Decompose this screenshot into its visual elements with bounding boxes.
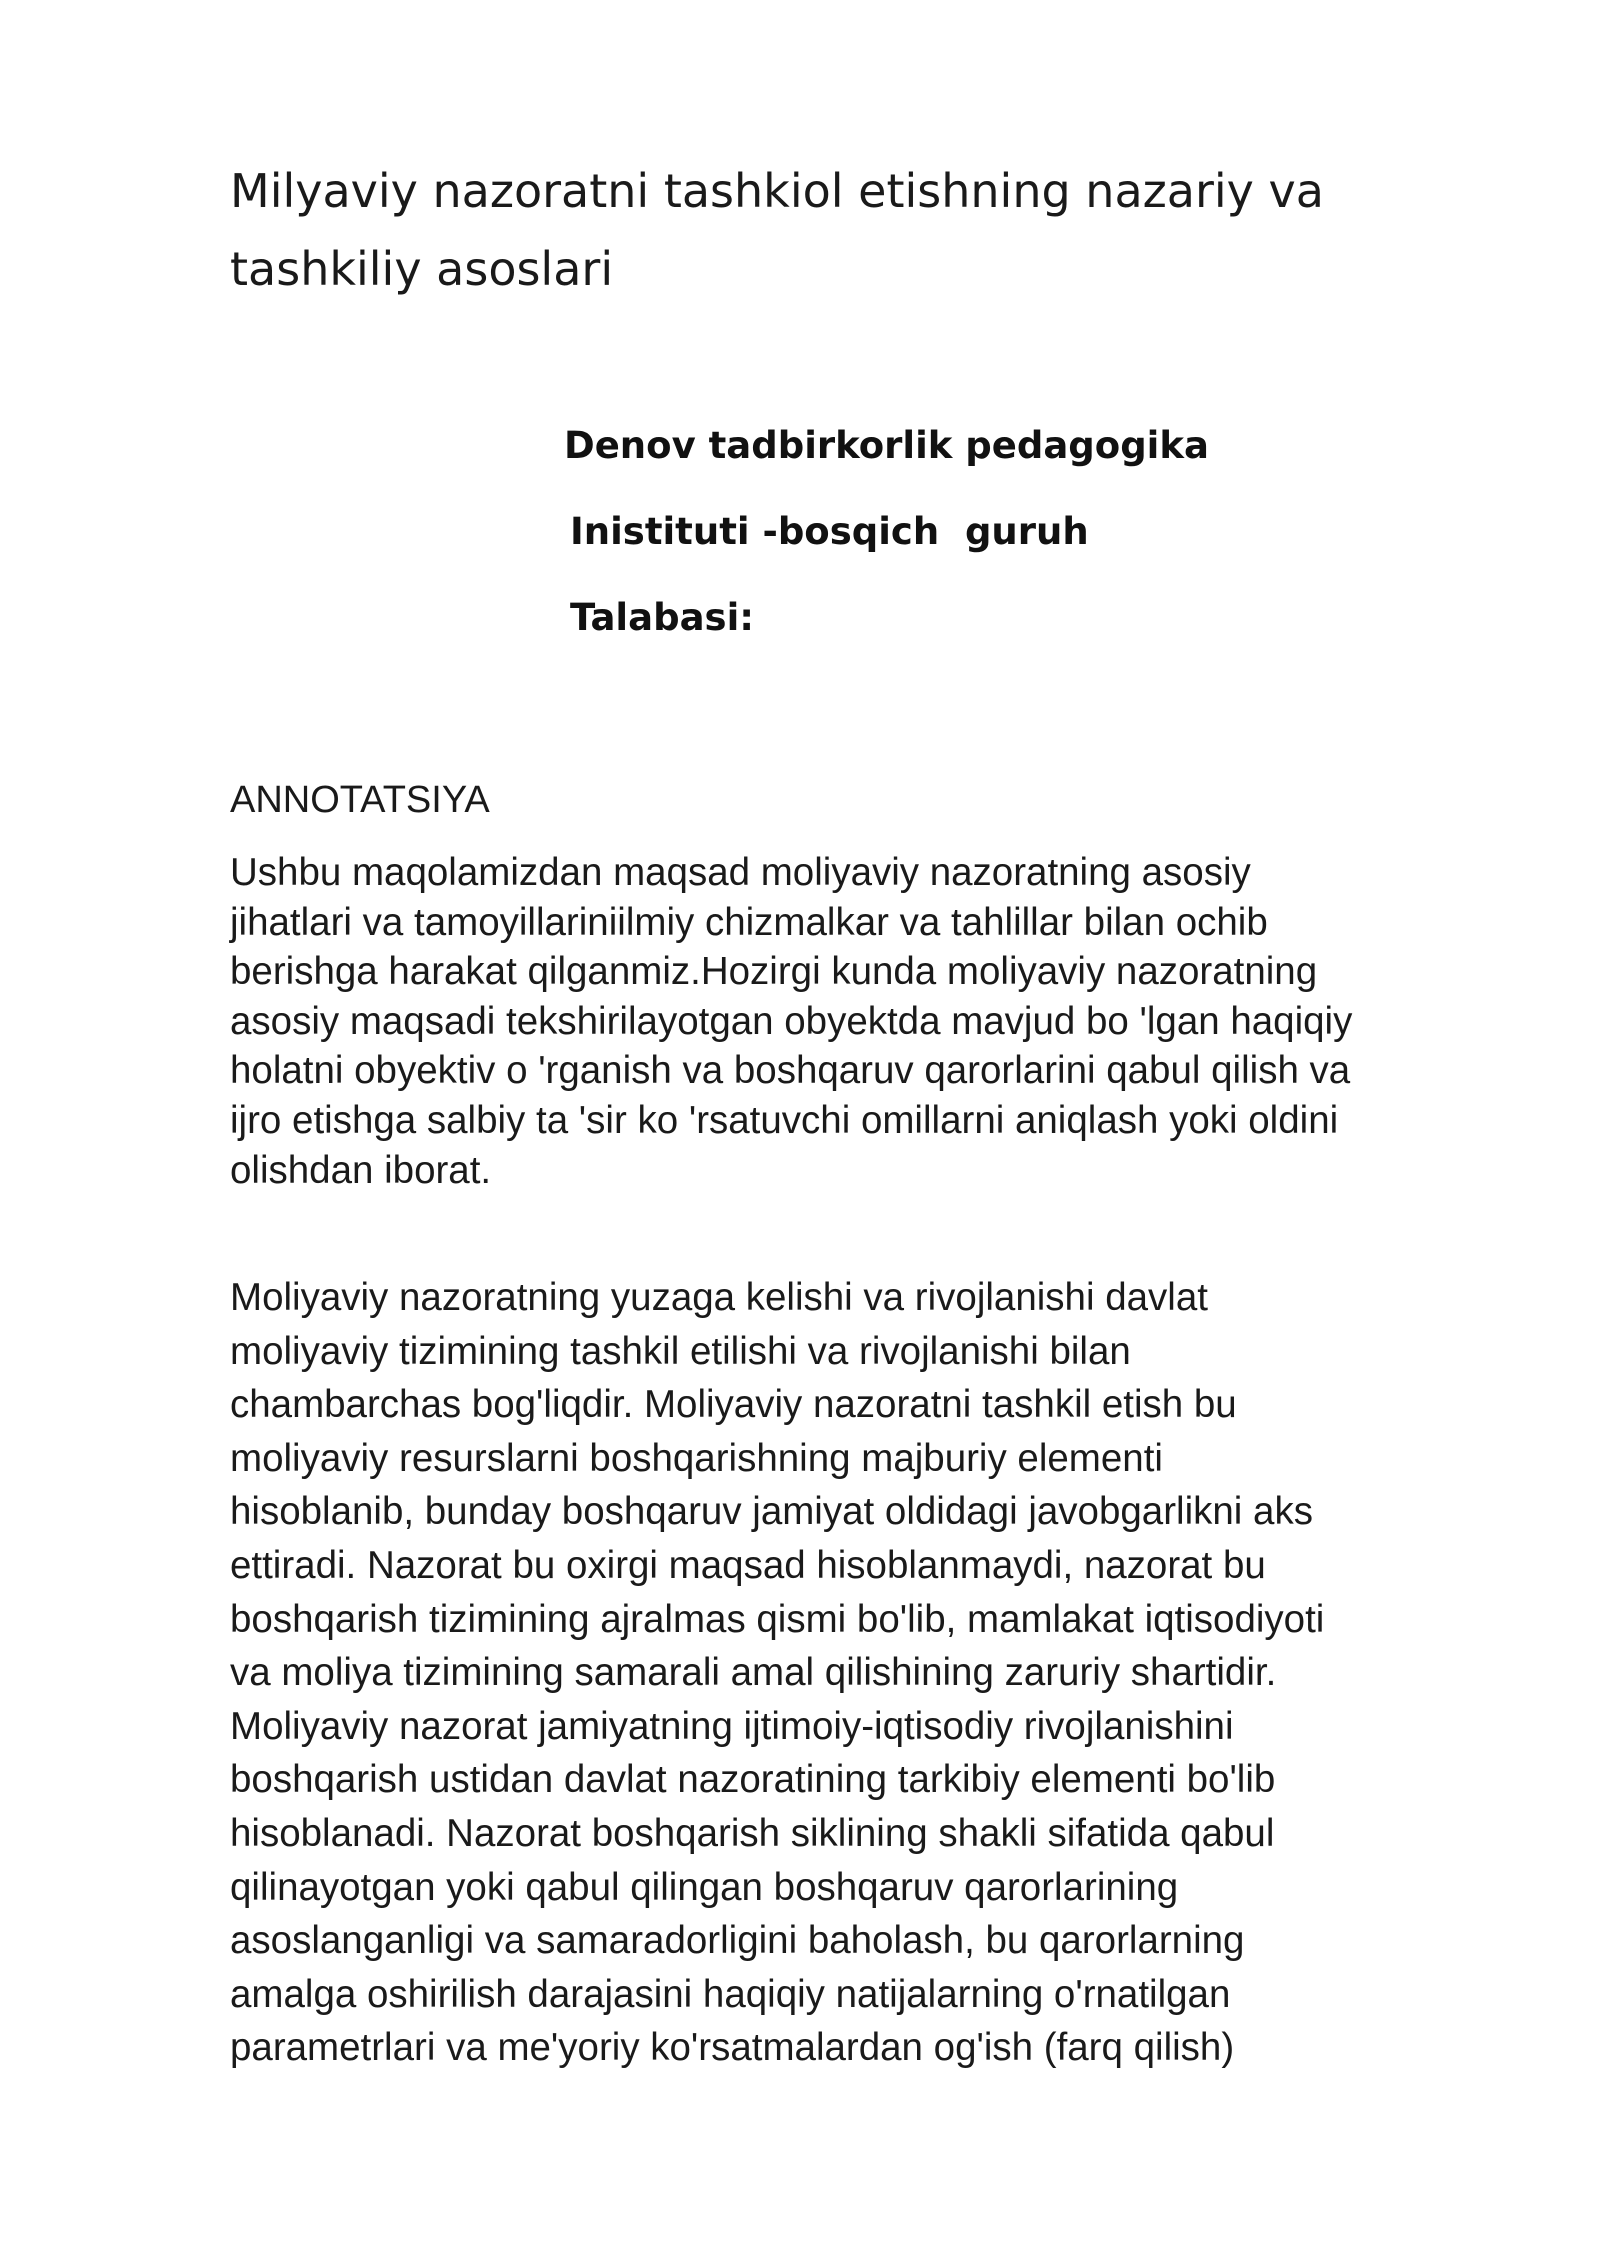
author-affiliation xyxy=(564,424,1464,682)
body-line: ettiradi. Nazorat bu oxirgi maqsad hisoblanmaydi, nazorat bu xyxy=(230,1543,1266,1587)
annotation-line: ijro etishga salbiy ta 'sir ko 'rsatuvchi omillarni aniqlash yoki oldini xyxy=(230,1098,1339,1142)
body-line: va moliya tizimining samarali amal qilishining zaruriy shartidir. xyxy=(230,1651,1277,1695)
annotation-heading: ANNOTATSIYA xyxy=(230,779,490,821)
body-line: asoslanganligi va samaradorligini baholash, bu qarorlarning xyxy=(230,1919,1245,1963)
body-line: Moliyaviy nazoratning yuzaga kelishi va rivojlanishi davlat xyxy=(230,1276,1208,1319)
body-line: moliyaviy tizimining tashkil etilishi va rivojlanishi bilan xyxy=(230,1329,1131,1373)
affiliation-line-1: Denov tadbirkorlik pedagogika xyxy=(564,424,1209,467)
affiliation-line-3: Talabasi: xyxy=(570,596,755,639)
affiliation-line-2: Inistituti -bosqich guruh xyxy=(570,510,1089,553)
body-line: boshqarish tizimining ajralmas qismi bo'lib, mamlakat iqtisodiyoti xyxy=(230,1597,1325,1641)
body-line: boshqarish ustidan davlat nazoratining tarkibiy elementi bo'lib xyxy=(230,1758,1276,1802)
title-line-2: tashkiliy asoslari xyxy=(230,242,614,296)
annotation-line: holatni obyektiv o 'rganish va boshqaruv qarorlarini qabul qilish va xyxy=(230,1049,1351,1093)
title-line-1: Milyaviy nazoratni tashkiol etishning nazariy va xyxy=(230,164,1324,218)
body-line: chambarchas bog'liqdir. Moliyaviy nazoratni tashkil etish bu xyxy=(230,1383,1237,1427)
body-line: amalga oshirilish darajasini haqiqiy natijalarning o'rnatilgan xyxy=(230,1972,1231,2016)
annotation-line: berishga harakat qilganmiz.Hozirgi kunda moliyaviy nazoratning xyxy=(230,950,1318,994)
body-line: moliyaviy resurslarni boshqarishning majburiy elementi xyxy=(230,1436,1163,1480)
body-line: hisoblanadi. Nazorat boshqarish siklining shakli sifatida qabul xyxy=(230,1811,1275,1855)
annotation-line: Ushbu maqolamizdan maqsad moliyaviy nazoratning asosiy xyxy=(230,851,1251,894)
body-line: Moliyaviy nazorat jamiyatning ijtimoiy-iqtisodiy rivojlanishini xyxy=(230,1704,1234,1748)
body-line: qilinayotgan yoki qabul qilingan boshqaruv qarorlarining xyxy=(230,1865,1179,1909)
body-paragraph xyxy=(230,1271,1500,2075)
body-line: hisoblanib, bunday boshqaruv jamiyat oldidagi javobgarlikni aks xyxy=(230,1490,1313,1534)
annotation-line: asosiy maqsadi tekshirilayotgan obyektda mavjud bo 'lgan haqiqiy xyxy=(230,999,1353,1043)
document-title xyxy=(230,152,1430,308)
body-line: parametrlari va me'yoriy ko'rsatmalardan og'ish (farq qilish) xyxy=(230,2026,1235,2070)
annotation-line: jihatlari va tamoyillariniilmiy chizmalkar va tahlillar bilan ochib xyxy=(230,900,1268,944)
annotation-line: olishdan iborat. xyxy=(230,1148,492,1192)
annotation-paragraph xyxy=(230,848,1500,1195)
